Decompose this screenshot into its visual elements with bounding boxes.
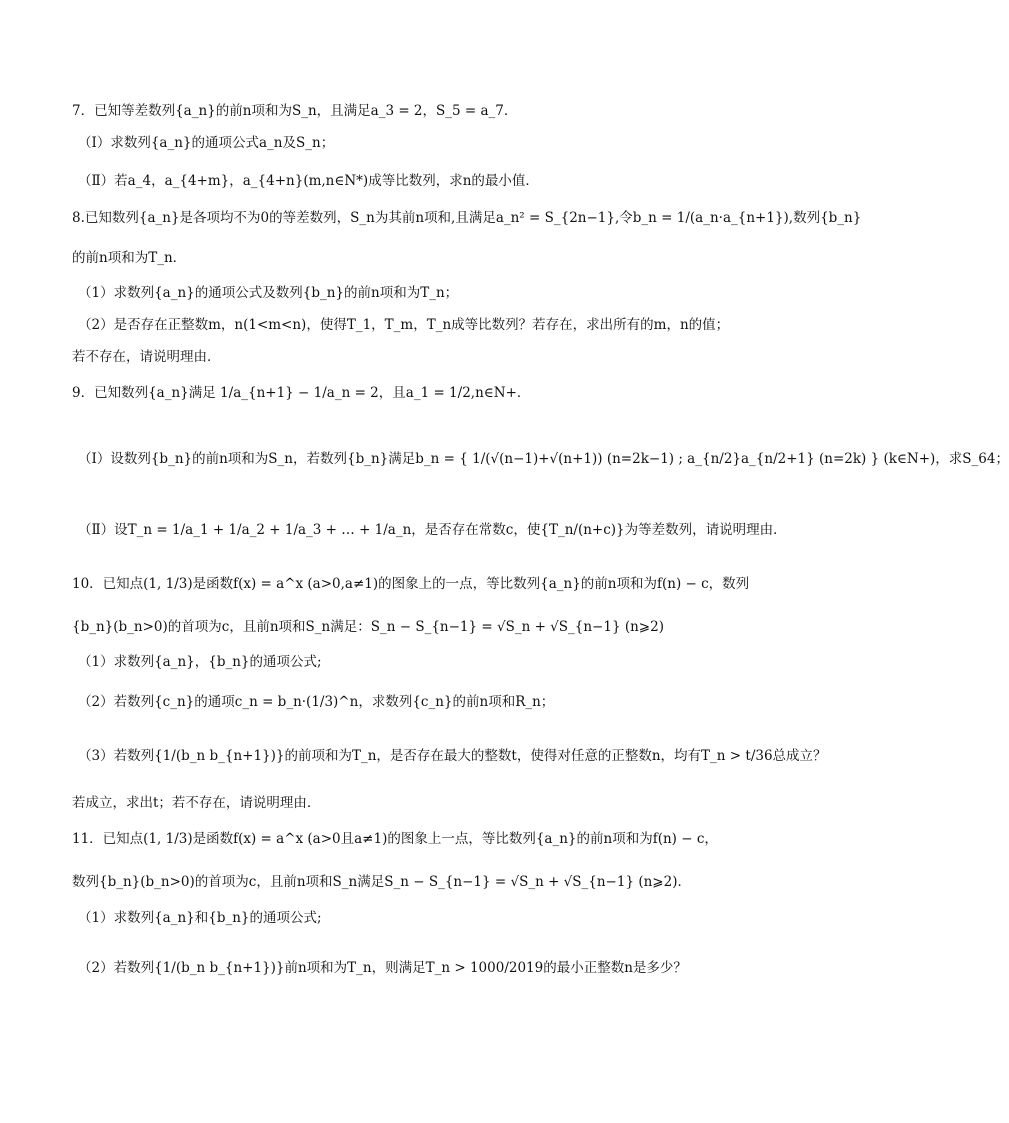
problem-10-line-5: （3）若数列{1/(b_n b_{n+1})}的前项和为T_n，是否存在最大的整数t，使得对任意的正整数n，均有T_n > t/36总成立？ bbox=[78, 748, 827, 764]
problem-8-line-2: 的前n项和为T_n． bbox=[72, 250, 187, 266]
problem-7-line-2: （Ⅰ）求数列{a_n}的通项公式a_n及S_n； bbox=[78, 135, 335, 151]
problem-10-line-2: {b_n}(b_n>0)的首项为c，且前n项和S_n满足：S_n − S_{n−1} = √S_n + √S_{n−1} (n⩾2) bbox=[72, 619, 664, 635]
problem-9-line-1: 9．已知数列{a_n}满足 1/a_{n+1} − 1/a_n = 2，且a_1 = 1/2,n∈N+． bbox=[72, 385, 531, 401]
problem-10-line-3: （1）求数列{a_n}，{b_n}的通项公式; bbox=[78, 654, 322, 670]
problem-9-line-3: （Ⅱ）设T_n = 1/a_1 + 1/a_2 + 1/a_3 + … + 1/a_n，是否存在常数c，使{T_n/(n+c)}为等差数列，请说明理由． bbox=[78, 522, 787, 538]
problem-8-line-3: （1）求数列{a_n}的通项公式及数列{b_n}的前n项和为T_n； bbox=[78, 285, 459, 301]
problem-8-line-4: （2）是否存在正整数m，n(1<m<n)，使得T_1，T_m，T_n成等比数列？若存在，求出所有的m，n的值； bbox=[78, 317, 730, 333]
problem-11-line-1: 11．已知点(1, 1/3)是函数f(x) = a^x (a>0且a≠1)的图象上一点，等比数列{a_n}的前n项和为f(n) − c， bbox=[72, 831, 718, 847]
problem-9-line-2: （Ⅰ）设数列{b_n}的前n项和为S_n，若数列{b_n}满足b_n = { 1/(√(n−1)+√(n+1)) (n=2k−1) ; a_{n/2}a_{n/2+1} (n=2k) } (k∈N+)，求S_64； bbox=[78, 451, 1009, 467]
problem-10-line-1: 10．已知点(1, 1/3)是函数f(x) = a^x (a>0,a≠1)的图象上的一点，等比数列{a_n}的前n项和为f(n) − c，数列 bbox=[72, 576, 750, 592]
problem-10-line-6: 若成立，求出t；若不存在，请说明理由． bbox=[72, 795, 321, 811]
problem-11-line-4: （2）若数列{1/(b_n b_{n+1})}前n项和为T_n，则满足T_n > 1000/2019的最小正整数n是多少？ bbox=[78, 960, 687, 976]
problem-7-line-3: （Ⅱ）若a_4，a_{4+m}，a_{4+n}(m,n∈N*)成等比数列，求n的最小值． bbox=[78, 173, 539, 189]
problem-11-line-3: （1）求数列{a_n}和{b_n}的通项公式; bbox=[78, 910, 322, 926]
problem-11-line-2: 数列{b_n}(b_n>0)的首项为c，且前n项和S_n满足S_n − S_{n−1} = √S_n + √S_{n−1} (n⩾2)． bbox=[72, 874, 691, 890]
problem-8-line-5: 若不存在，请说明理由． bbox=[72, 349, 221, 365]
problem-8-line-1: 8.已知数列{a_n}是各项均不为0的等差数列，S_n为其前n项和,且满足a_n² = S_{2n−1},令b_n = 1/(a_n·a_{n+1}),数列{b_n} bbox=[72, 210, 862, 226]
problem-7-line-1: 7．已知等差数列{a_n}的前n项和为S_n，且满足a_3 = 2，S_5 = a_7． bbox=[72, 103, 518, 119]
problem-10-line-4: （2）若数列{c_n}的通项c_n = b_n·(1/3)^n，求数列{c_n}的前n项和R_n； bbox=[78, 694, 555, 710]
